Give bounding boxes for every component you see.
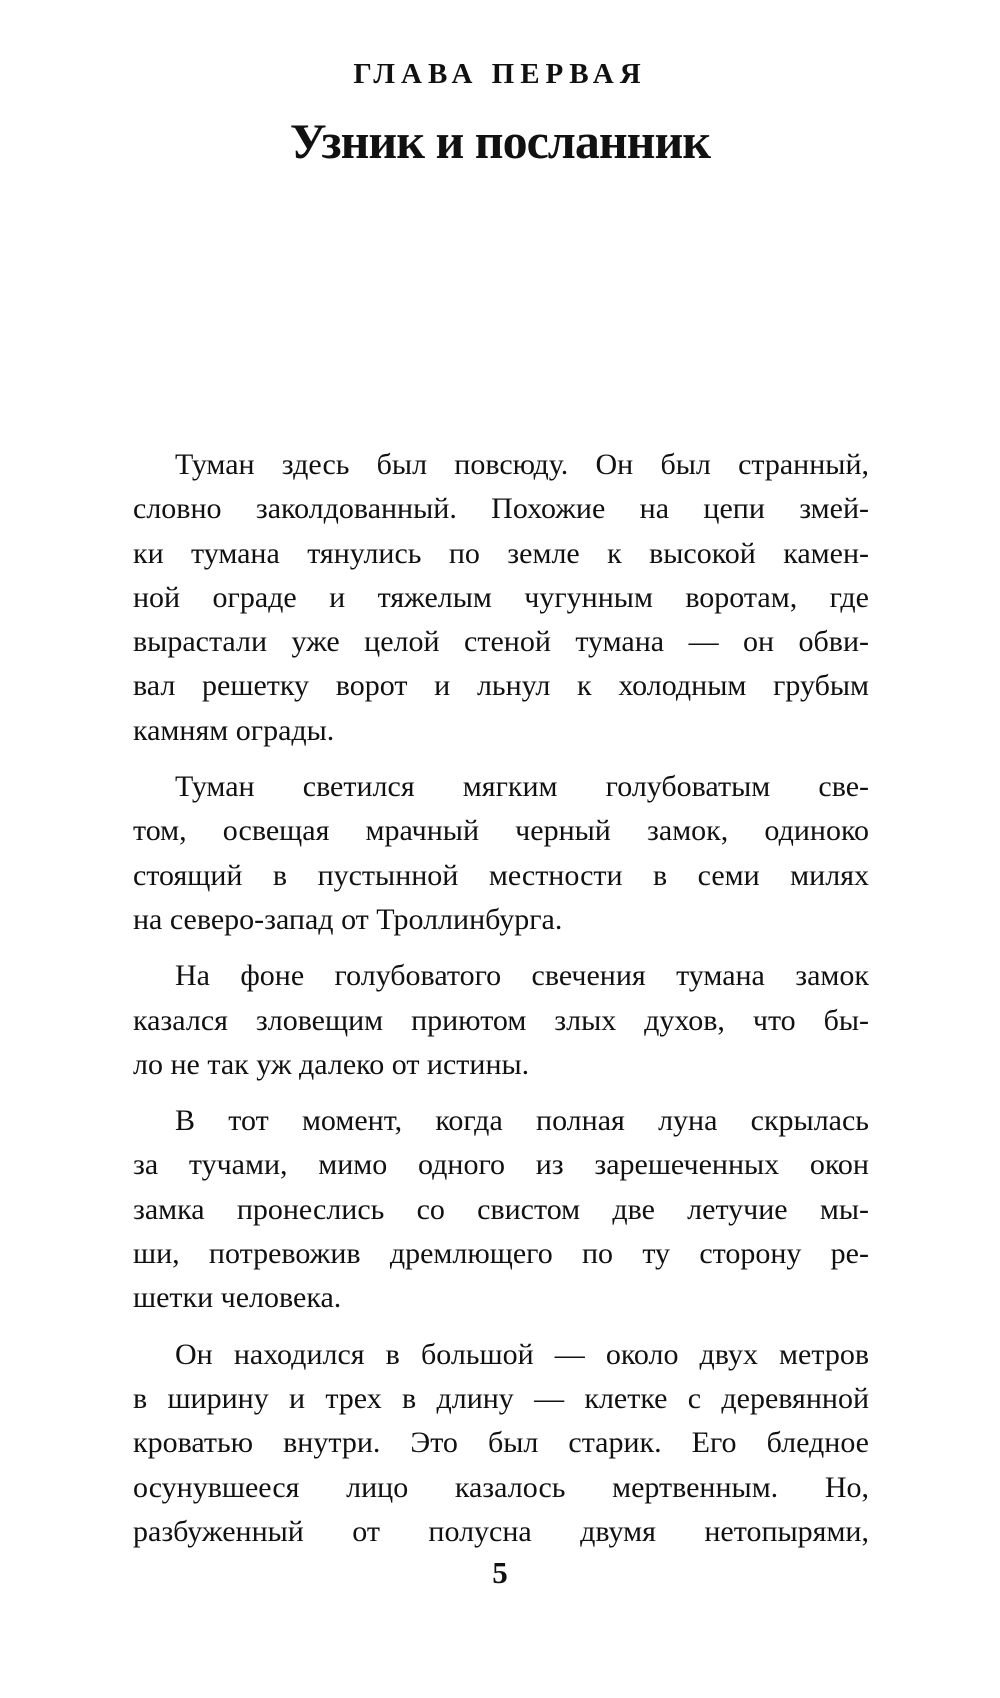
body-text	[133, 443, 869, 1566]
paragraph	[133, 1099, 869, 1320]
paragraph	[133, 443, 869, 753]
text-line: словно заколдованный. Похожие на цепи змей-	[133, 492, 869, 526]
text-line: шетки человека.	[133, 1281, 342, 1315]
text-line: Туман светился мягким голубоватым све-	[175, 770, 869, 804]
text-line: на северо-запад от Троллинбурга.	[133, 902, 563, 936]
text-line: стоящий в пустынной местности в семи милях	[133, 858, 869, 892]
chapter-title: Узник и посланник	[289, 113, 711, 169]
text-line: камням ограды.	[133, 713, 335, 747]
text-line: кроватью внутри. Это был старик. Его бледное	[133, 1426, 869, 1460]
chapter-label: ГЛАВА ПЕРВАЯ	[353, 58, 647, 90]
text-line: Туман здесь был повсюду. Он был странный,	[175, 448, 869, 481]
text-line: ши, потревожив дремлющего по ту сторону ре-	[133, 1237, 869, 1271]
text-line: ки тумана тянулись по земле к высокой камен-	[133, 536, 869, 570]
text-line: На фоне голубоватого свечения тумана замок	[175, 959, 869, 993]
paragraph	[133, 1333, 869, 1554]
paragraph	[133, 954, 869, 1087]
text-line: Он находился в большой — около двух метров	[175, 1337, 869, 1371]
text-line: в ширину и трех в длину — клетке с деревянной	[133, 1381, 869, 1415]
text-line: ной ограде и тяжелым чугунным воротам, где	[133, 580, 869, 614]
paragraph	[133, 765, 869, 942]
text-line: осунувшееся лицо казалось мертвенным. Но,	[133, 1470, 869, 1504]
text-line: В тот момент, когда полная луна скрылась	[175, 1104, 869, 1138]
text-line: за тучами, мимо одного из зарешеченных окон	[133, 1148, 869, 1182]
text-line: том, освещая мрачный черный замок, одиноко	[133, 814, 869, 848]
text-line: вал решетку ворот и льнул к холодным грубым	[133, 669, 869, 703]
text-line: вырастали уже целой стеной тумана — он обви-	[133, 625, 869, 659]
text-line: разбуженный от полусна двумя нетопырями,	[133, 1514, 869, 1548]
text-line: казался зловещим приютом злых духов, что бы-	[133, 1003, 869, 1037]
text-line: ло не так уж далеко от истины.	[133, 1047, 530, 1081]
page-number: 5	[492, 1555, 508, 1590]
text-line: замка пронеслись со свистом две летучие мы-	[133, 1192, 869, 1226]
